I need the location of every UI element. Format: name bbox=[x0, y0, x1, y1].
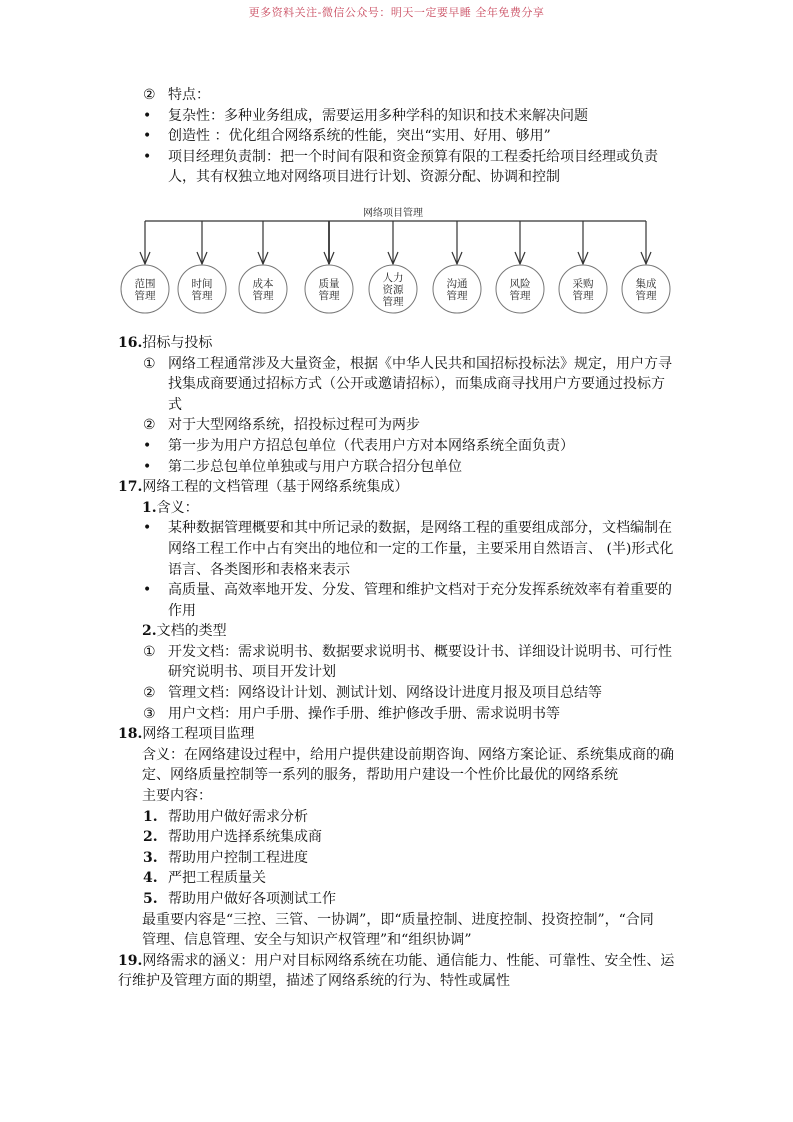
node-label: 资源 bbox=[382, 283, 404, 296]
line-content: 创造性 ：优化组合网络系统的性能，突出“实用、好用、够用” bbox=[168, 128, 551, 145]
line-content: 项目经理负责制：把一个时间有限和资金预算有限的工程委托给项目经理或负责 bbox=[168, 148, 658, 165]
node-label: 时间 bbox=[191, 277, 213, 290]
line-content: 网络工程通常涉及大量资金，根据《中华人民共和国招标投标法》规定，用户方寻 bbox=[168, 355, 672, 372]
line-text bbox=[168, 126, 551, 147]
line-text bbox=[168, 106, 588, 127]
line-content: 开发文档：需求说明书、数据要求说明书、概要设计书、详细设计说明书、可行性 bbox=[168, 643, 672, 660]
list-marker: ③ bbox=[143, 705, 156, 722]
node-label: 范围 bbox=[134, 277, 156, 290]
line-content: 式 bbox=[168, 396, 182, 413]
line-text bbox=[168, 436, 574, 457]
line-content: 网络工程工作中占有突出的地位和一定的工作量，主要采用自然语言、 (半)形式化 bbox=[168, 540, 674, 557]
line-content: 网络工程的文档管理（基于网络系统集成） bbox=[142, 479, 409, 496]
section-heading bbox=[0, 477, 793, 498]
line-text bbox=[168, 642, 672, 663]
node-label: 管理 bbox=[382, 295, 404, 308]
line-content: 某种数据管理概要和其中所记录的数据，是网络工程的重要组成部分，文档编制在 bbox=[168, 520, 672, 537]
section-number: 16. bbox=[118, 334, 143, 351]
line-content: 第一步为用户方招总包单位（代表用户方对本网络系统全面负责） bbox=[168, 437, 574, 454]
node-label: 管理 bbox=[318, 289, 340, 302]
text-line bbox=[0, 560, 793, 581]
line-content: 含义：在网络建设过程中，给用户提供建设前期咨询、网络方案论证、系统集成商的确 bbox=[142, 746, 674, 763]
text-line bbox=[0, 971, 793, 992]
list-marker: ① bbox=[143, 355, 156, 372]
list-marker: ① bbox=[143, 643, 156, 660]
node-label: 成本 bbox=[252, 277, 274, 290]
bullet-icon: • bbox=[143, 148, 152, 165]
line-content: 管理文档：网络设计计划、测试计划、网络设计进度月报及项目总结等 bbox=[168, 685, 602, 702]
line-text bbox=[168, 457, 462, 478]
line-content: 人，其有权独立地对网络项目进行计划、资源分配、协调和控制 bbox=[168, 169, 560, 186]
line-text bbox=[168, 848, 308, 869]
diagram-svg bbox=[0, 188, 793, 333]
line-text bbox=[142, 910, 654, 931]
node-label: 风险 bbox=[509, 277, 531, 290]
node-label: 管理 bbox=[446, 289, 468, 302]
section-heading bbox=[0, 951, 793, 972]
text-line bbox=[0, 498, 793, 519]
list-item bbox=[0, 642, 793, 663]
line-content: 帮助用户做好需求分析 bbox=[168, 808, 308, 825]
line-text bbox=[168, 601, 196, 622]
list-item bbox=[0, 807, 793, 828]
section-heading bbox=[0, 724, 793, 745]
list-marker: 3. bbox=[143, 849, 158, 866]
line-content: 第二步总包单位单独或与用户方联合招分包单位 bbox=[168, 458, 462, 475]
line-text bbox=[168, 889, 336, 910]
line-text bbox=[168, 147, 658, 168]
list-item bbox=[0, 848, 793, 869]
list-marker: 5. bbox=[143, 891, 158, 907]
line-content: 研究说明书、项目开发计划 bbox=[168, 664, 336, 681]
list-item bbox=[0, 354, 793, 375]
section-heading bbox=[0, 333, 793, 354]
node-label: 集成 bbox=[635, 277, 657, 290]
line-content: 严把工程质量关 bbox=[168, 870, 266, 887]
text-line bbox=[0, 910, 793, 931]
text-line bbox=[0, 621, 793, 642]
line-text bbox=[168, 374, 665, 395]
node-label: 管理 bbox=[134, 289, 156, 302]
line-text bbox=[168, 560, 350, 581]
text-line bbox=[0, 601, 793, 622]
node-label: 采购 bbox=[572, 277, 594, 290]
line-content: 用户文档：用户手册、操作手册、维护修改手册、需求说明书等 bbox=[168, 705, 560, 722]
text-line bbox=[0, 662, 793, 683]
line-text bbox=[168, 868, 266, 889]
line-content: 含义： bbox=[156, 499, 199, 516]
list-item bbox=[0, 415, 793, 436]
list-item bbox=[0, 106, 793, 127]
bullet-icon: • bbox=[143, 128, 152, 145]
line-text bbox=[142, 498, 199, 519]
list-marker: 2. bbox=[143, 829, 158, 846]
bullet-icon: • bbox=[143, 582, 152, 599]
list-marker: ② bbox=[143, 87, 156, 103]
node-label: 质量 bbox=[318, 277, 340, 290]
line-text bbox=[168, 539, 673, 560]
text-line bbox=[0, 930, 793, 951]
line-content: 网络需求的涵义：用户对目标网络系统在功能、通信能力、性能、可靠性、安全性、运 bbox=[142, 952, 675, 969]
bullet-icon: • bbox=[143, 458, 152, 475]
line-text bbox=[142, 930, 471, 951]
line-text bbox=[168, 704, 560, 725]
text-line bbox=[0, 765, 793, 786]
line-text bbox=[168, 807, 308, 828]
line-content: 网络工程项目监理 bbox=[142, 726, 255, 743]
line-text bbox=[168, 662, 336, 683]
text-line bbox=[0, 786, 793, 807]
list-item bbox=[0, 518, 793, 539]
list-item bbox=[0, 868, 793, 889]
text-line bbox=[0, 745, 793, 766]
line-text bbox=[142, 621, 227, 642]
line-text bbox=[142, 745, 674, 766]
line-text bbox=[168, 415, 420, 436]
project-management-diagram bbox=[0, 188, 793, 333]
line-content: 特点： bbox=[168, 87, 210, 103]
list-item bbox=[0, 683, 793, 704]
section-number: 1. bbox=[142, 499, 157, 516]
line-content: 管理、信息管理、安全与知识产权管理”和“组织协调” bbox=[142, 932, 472, 949]
line-text bbox=[118, 971, 510, 992]
list-item bbox=[0, 889, 793, 910]
line-content: 招标与投标 bbox=[142, 334, 213, 351]
node-label: 管理 bbox=[635, 289, 657, 302]
list-item bbox=[0, 85, 793, 106]
list-marker: ② bbox=[143, 685, 156, 702]
list-marker: 1. bbox=[143, 808, 158, 825]
line-text bbox=[168, 167, 560, 188]
line-text bbox=[168, 683, 602, 704]
line-text bbox=[168, 354, 672, 375]
node-label: 管理 bbox=[191, 289, 213, 302]
line-content: 定、网络质量控制等一系列的服务，帮助用户建设一个性价比最优的网络系统 bbox=[142, 767, 618, 784]
line-text bbox=[168, 827, 322, 848]
line-content: 帮助用户选择系统集成商 bbox=[168, 829, 322, 846]
line-content: 行维护及管理方面的期望，描述了网络系统的行为、特性或属性 bbox=[118, 973, 510, 990]
line-content: 对于大型网络系统，招投标过程可为两步 bbox=[168, 417, 420, 434]
text-line bbox=[0, 539, 793, 560]
list-item bbox=[0, 436, 793, 457]
section-number: 2. bbox=[142, 623, 157, 640]
section-number: 17. bbox=[118, 479, 143, 496]
line-text bbox=[118, 724, 254, 745]
section-15-features bbox=[0, 85, 793, 188]
list-item bbox=[0, 457, 793, 478]
node-label: 管理 bbox=[509, 289, 531, 302]
line-content: 高质量、高效率地开发、分发、管理和维护文档对于充分发挥系统效率有着重要的 bbox=[168, 582, 672, 599]
line-content: 帮助用户控制工程进度 bbox=[168, 849, 308, 866]
node-label: 管理 bbox=[252, 289, 274, 302]
line-text bbox=[168, 395, 182, 416]
text-line bbox=[0, 374, 793, 395]
line-content: 作用 bbox=[168, 602, 196, 619]
list-item bbox=[0, 827, 793, 848]
node-label: 管理 bbox=[572, 289, 594, 302]
bullet-icon: • bbox=[143, 520, 152, 537]
line-content: 文档的类型 bbox=[156, 623, 227, 640]
line-content: 帮助用户做好各项测试工作 bbox=[168, 891, 336, 907]
line-text bbox=[168, 580, 672, 601]
line-content: 复杂性：多种业务组成，需要运用多种学科的知识和技术来解决问题 bbox=[168, 107, 588, 124]
bullet-icon: • bbox=[143, 107, 152, 124]
bullet-icon: • bbox=[143, 437, 152, 454]
line-text bbox=[168, 518, 672, 539]
line-text bbox=[142, 765, 618, 786]
text-line bbox=[0, 167, 793, 188]
diagram-title: 网络项目管理 bbox=[363, 207, 423, 219]
line-text bbox=[118, 477, 408, 498]
line-content: 主要内容： bbox=[142, 788, 212, 805]
line-text bbox=[118, 333, 212, 354]
line-text bbox=[118, 951, 674, 972]
node-label: 沟通 bbox=[446, 277, 468, 290]
document-body bbox=[0, 85, 793, 992]
list-item bbox=[0, 704, 793, 725]
list-marker: ② bbox=[143, 417, 156, 434]
section-number: 19. bbox=[118, 952, 143, 969]
line-content: 最重要内容是“三控、三管、一协调”，即“质量控制、进度控制、投资控制”，“合同 bbox=[142, 911, 654, 928]
line-text bbox=[142, 786, 212, 807]
watermark-header: 更多资料关注-微信公众号：明天一定要早睡 全年免费分享 bbox=[248, 6, 545, 19]
list-item bbox=[0, 580, 793, 601]
list-item bbox=[0, 147, 793, 168]
section-number: 18. bbox=[118, 726, 143, 743]
line-content: 语言、各类图形和表格来表示 bbox=[168, 561, 350, 578]
list-item bbox=[0, 126, 793, 147]
node-label: 人力 bbox=[382, 271, 404, 284]
line-text bbox=[168, 85, 210, 106]
line-content: 找集成商要通过招标方式（公开或邀请招标），而集成商寻找用户方要通过投标方 bbox=[168, 376, 665, 393]
sections-16-19 bbox=[0, 333, 793, 992]
list-marker: 4. bbox=[143, 870, 158, 887]
text-line bbox=[0, 395, 793, 416]
